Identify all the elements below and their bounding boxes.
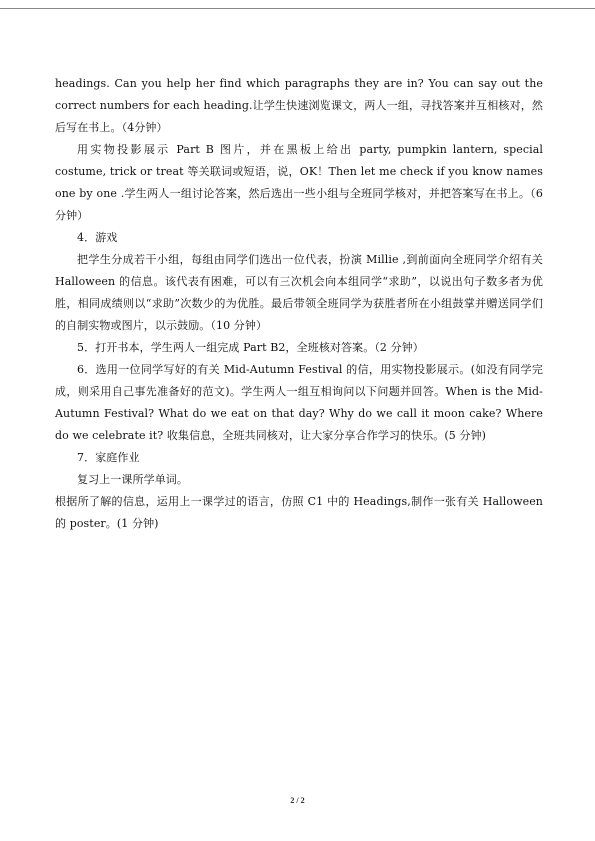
paragraph-mid-autumn-letter: 6．选用一位同学写好的有关 Mid-Autumn Festival 的信，用实物投影展示。(如没有同学完成，则采用自己事先准备好的范文)。学生两人一组互相询问以下问题并回答。When is the Mid-Autumn Festival? What do we eat on that day? Why do we call it moon cake? Where do we celebrate it? 收集信息，全班共同核对，让大家分享合作学习的快乐。(5 分钟) [55, 363, 543, 442]
paragraph-part-b2: 5．打开书本，学生两人一组完成 Part B2，全班核对答案。（2 分钟） [77, 341, 424, 354]
document-body [55, 73, 543, 535]
paragraph-game-instructions: 把学生分成若干小组，每组由同学们选出一位代表，扮演 Millie ,到前面向全班同学介绍有关 Halloween 的信息。该代表有困难，可以有三次机会向本组同学“求助”，以说出句子数多者为优胜，相同成绩则以“求助”次数少的为优胜。最后带领全班同学为获胜者所在小组鼓掌并赠送同学们的自制实物或图片，以示鼓励。（10 分钟） [55, 253, 543, 332]
paragraph-part-b-projection: 用实物投影展示 Part B 图片，并在黑板上给出 party, pumpkin lantern, special costume, trick or treat 等关联词或短语，说，OK！Then let me check if you know names one by one .学生两人一组讨论答案，然后选出一些小组与全班同学核对，并把答案写在书上。（6 分钟） [55, 143, 543, 222]
header-rule [0, 8, 595, 9]
paragraph-review-words: 复习上一课所学单词。 [77, 473, 188, 486]
paragraph-headings-task: headings. Can you help her find which paragraphs they are in? You can say out the correct numbers for each heading.让学生快速浏览课文，两人一组，寻找答案并互相核对，然后写在书上。（4分钟） [55, 77, 543, 134]
section-heading-homework: 7．家庭作业 [77, 451, 140, 464]
page-number: 2 / 2 [290, 796, 305, 805]
paragraph-poster-task: 根据所了解的信息，运用上一课学过的语言，仿照 C1 中的 Headings,制作一张有关 Halloween 的 poster。(1 分钟) [55, 495, 543, 530]
section-heading-game: 4．游戏 [77, 231, 118, 244]
